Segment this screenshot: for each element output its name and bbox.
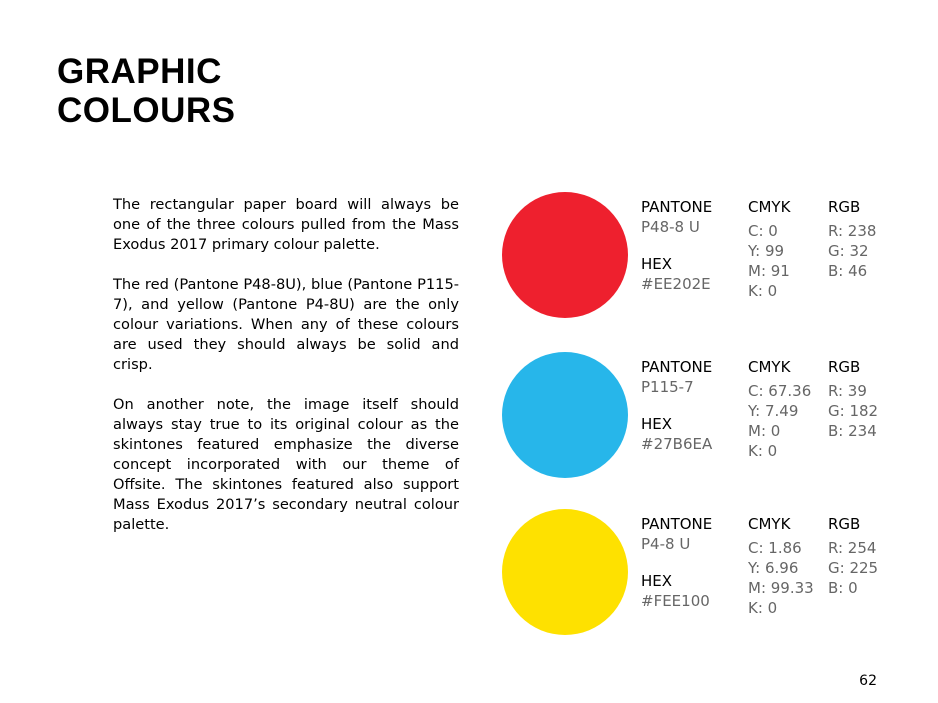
paragraph-skintones: On another note, the image itself should always stay true to its original colour as the skintones featured emphasize the diverse concept incorporated with our theme of Offsite. The skintones featured also support Mass Exodus 2017’s secondary neutral colour palette.	[113, 396, 459, 533]
paragraph-colour-variations: The red (Pantone P48-8U), blue (Pantone P115-7), and yellow (Pantone P4-8U) are the only colour variations. When any of these colours are used they should always be solid and crisp.	[113, 276, 459, 373]
rgb-r-value: R: 254	[828, 539, 877, 557]
hex-label: HEX	[641, 255, 673, 273]
cmyk-c-value: C: 67.36	[748, 382, 812, 400]
cmyk-m-value: M: 99.33	[748, 579, 814, 597]
cmyk-y-value: Y: 6.96	[748, 559, 799, 577]
cmyk-k-value: K: 0	[748, 442, 778, 460]
hex-value: #EE202E	[641, 275, 711, 293]
cmyk-label: CMYK	[748, 515, 791, 533]
cmyk-m-value: M: 91	[748, 262, 790, 280]
paragraph-board-colours: The rectangular paper board will always be one of the three colours pulled from the Mass Exodus 2017 primary colour palette.	[113, 196, 459, 253]
hex-label: HEX	[641, 415, 673, 433]
swatch-red	[502, 192, 882, 322]
cmyk-label: CMYK	[748, 358, 791, 376]
pantone-value: P48-8 U	[641, 218, 700, 236]
swatch-blue	[502, 352, 882, 482]
page-title-line-1: GRAPHIC	[57, 52, 222, 91]
colour-circle-red	[502, 192, 628, 318]
cmyk-label: CMYK	[748, 198, 791, 216]
rgb-label: RGB	[828, 358, 861, 376]
pantone-column	[641, 197, 712, 294]
colour-circle-yellow	[502, 509, 628, 635]
hex-label: HEX	[641, 572, 673, 590]
rgb-b-value: B: 0	[828, 579, 858, 597]
cmyk-k-value: K: 0	[748, 599, 778, 617]
pantone-value: P4-8 U	[641, 535, 691, 553]
colour-circle-blue	[502, 352, 628, 478]
hex-value: #FEE100	[641, 592, 710, 610]
pantone-label: PANTONE	[641, 515, 713, 533]
cmyk-c-value: C: 0	[748, 222, 778, 240]
cmyk-c-value: C: 1.86	[748, 539, 802, 557]
rgb-g-value: G: 225	[828, 559, 879, 577]
rgb-column	[828, 357, 878, 441]
cmyk-y-value: Y: 99	[748, 242, 785, 260]
rgb-label: RGB	[828, 515, 861, 533]
cmyk-column	[748, 357, 811, 461]
rgb-r-value: R: 39	[828, 382, 867, 400]
page-number: 62	[859, 673, 877, 689]
pantone-value: P115-7	[641, 378, 694, 396]
pantone-label: PANTONE	[641, 358, 713, 376]
rgb-g-value: G: 32	[828, 242, 869, 260]
cmyk-column	[748, 197, 790, 301]
rgb-column	[828, 514, 878, 598]
cmyk-m-value: M: 0	[748, 422, 781, 440]
cmyk-y-value: Y: 7.49	[748, 402, 799, 420]
cmyk-k-value: K: 0	[748, 282, 778, 300]
rgb-b-value: B: 46	[828, 262, 868, 280]
body-text	[113, 195, 459, 555]
cmyk-column	[748, 514, 814, 618]
rgb-r-value: R: 238	[828, 222, 877, 240]
page-title-line-2: COLOURS	[57, 91, 236, 130]
swatch-yellow	[502, 509, 882, 639]
hex-value: #27B6EA	[641, 435, 713, 453]
page-title	[57, 52, 236, 130]
pantone-label: PANTONE	[641, 198, 713, 216]
rgb-b-value: B: 234	[828, 422, 877, 440]
pantone-column	[641, 514, 712, 611]
rgb-label: RGB	[828, 198, 861, 216]
rgb-g-value: G: 182	[828, 402, 879, 420]
pantone-column	[641, 357, 712, 454]
rgb-column	[828, 197, 876, 281]
